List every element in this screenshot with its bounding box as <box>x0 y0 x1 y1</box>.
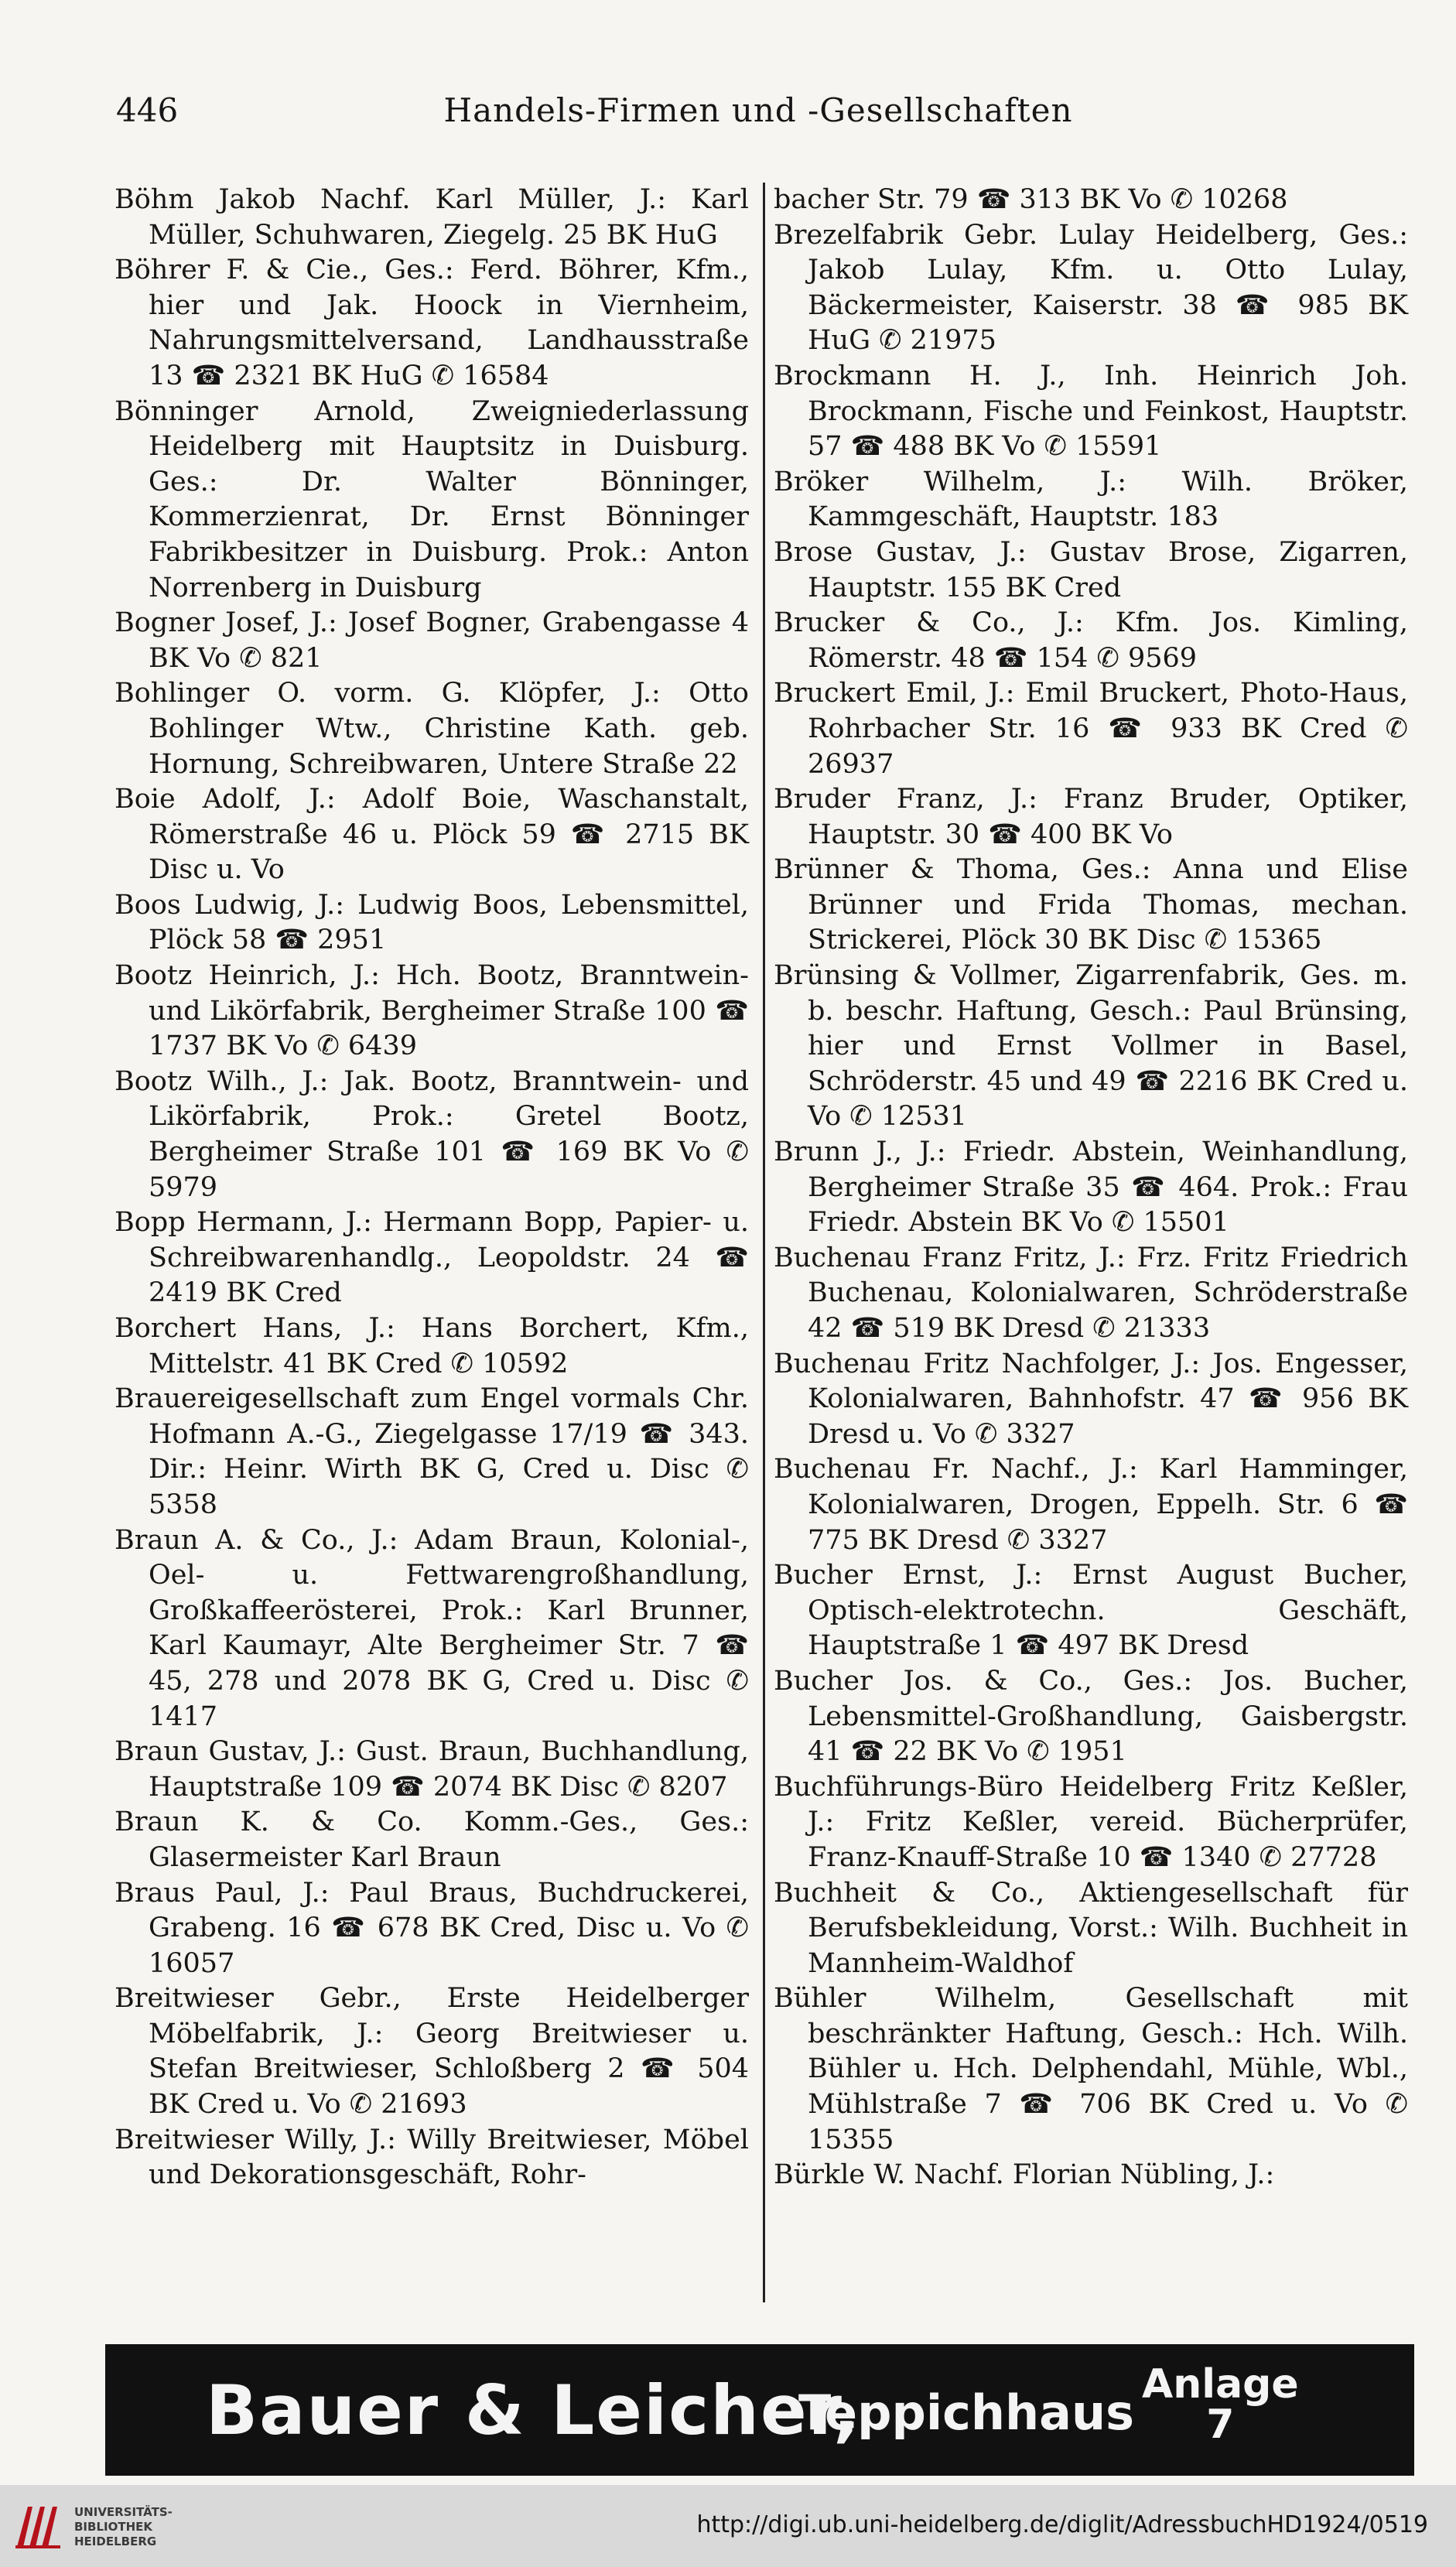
library-name <box>74 2505 173 2549</box>
directory-entry: Bogner Josef, J.: Josef Bogner, Grabengasse 4 BK Vo ✆ 821 <box>114 607 749 674</box>
directory-entry: Bohlinger O. vorm. G. Klöpfer, J.: Otto Bohlinger Wtw., Christine Kath. geb. Hornung, Schreibwaren, Untere Straße 22 <box>114 678 749 780</box>
directory-entry: Brauereigesellschaft zum Engel vormals Chr. Hofmann A.-G., Ziegelgasse 17/19 ☎ 343. Dir.: Heinr. Wirth BK G, Cred u. Disc ✆ 5358 <box>114 1383 749 1520</box>
directory-entry: Bruder Franz, J.: Franz Bruder, Optiker, Hauptstr. 30 ☎ 400 BK Vo <box>774 784 1408 850</box>
advertiser-name: Bauer & Leicher, <box>206 2370 861 2450</box>
advertiser-business: Teppichhaus <box>798 2384 1135 2441</box>
directory-entry: Bühler Wilhelm, Gesellschaft mit beschränkter Haftung, Gesch.: Hch. Wilh. Bühler u. Hch. Delphendahl, Mühle, Wbl., Mühlstraße 7 ☎ 706 BK Cred u. Vo ✆ 15355 <box>774 1983 1408 2155</box>
directory-entry: Böhrer F. & Cie., Ges.: Ferd. Böhrer, Kfm., hier und Jak. Hoock in Viernheim, Nahrungsmittelversand, Landhausstraße 13 ☎ 2321 BK HuG ✆ 16584 <box>114 255 749 391</box>
directory-entry: Brünsing & Vollmer, Zigarrenfabrik, Ges. m. b. beschr. Haftung, Gesch.: Paul Brünsing, hier und Ernst Vollmer in Basel, Schröderstr. 45 und 49 ☎ 2216 BK Cred u. Vo ✆ 12531 <box>774 960 1408 1133</box>
directory-entry: Braun Gustav, J.: Gust. Braun, Buchhandlung, Hauptstraße 109 ☎ 2074 BK Disc ✆ 8207 <box>114 1736 749 1803</box>
supplement-word: Anlage <box>1142 2361 1299 2408</box>
digitization-footer <box>0 2485 1456 2567</box>
supplement-reference <box>1142 2361 1299 2448</box>
directory-entry: Brose Gustav, J.: Gustav Brose, Zigarren, Hauptstr. 155 BK Cred <box>774 536 1408 603</box>
library-logo-icon <box>12 2500 63 2552</box>
page-title: Handels-Firmen und -Gesellschaften <box>443 91 1073 129</box>
directory-entry: Bootz Heinrich, J.: Hch. Bootz, Branntwein- und Likörfabrik, Bergheimer Straße 100 ☎ 1737 BK Vo ✆ 6439 <box>114 960 749 1062</box>
directory-entry: Brucker & Co., J.: Kfm. Jos. Kimling, Römerstr. 48 ☎ 154 ✆ 9569 <box>774 607 1408 674</box>
directory-entry: Braun A. & Co., J.: Adam Braun, Kolonial-, Oel- u. Fettwarengroßhandlung, Großkaffeerösterei, Prok.: Karl Brunner, Karl Kaumayr, Alte Bergheimer Str. 7 ☎ 45, 278 und 2078 BK G, Cred u. Disc ✆ 1417 <box>114 1524 749 1732</box>
directory-entry: Bröker Wilhelm, J.: Wilh. Bröker, Kammgeschäft, Hauptstr. 183 <box>774 466 1408 533</box>
directory-entry: Breitwieser Gebr., Erste Heidelberger Möbelfabrik, J.: Georg Breitwieser u. Stefan Breitwieser, Schloßberg 2 ☎ 504 BK Cred u. Vo ✆ 21693 <box>114 1983 749 2121</box>
page-header <box>116 91 1400 145</box>
directory-entry: Bucher Ernst, J.: Ernst August Bucher, Optisch-elektrotechn. Geschäft, Hauptstraße 1 ☎ 497 BK Dresd <box>774 1560 1408 1662</box>
supplement-number: 7 <box>1206 2401 1235 2448</box>
directory-entry: Bruckert Emil, J.: Emil Bruckert, Photo-Haus, Rohrbacher Str. 16 ☎ 933 BK Cred ✆ 26937 <box>774 678 1408 780</box>
page-number: 446 <box>116 91 179 129</box>
permalink-url[interactable]: http://digi.ub.uni-heidelberg.de/diglit/AdressbuchHD1924/0519 <box>696 2511 1428 2538</box>
directory-entry: Buchführungs-Büro Heidelberg Fritz Keßler, J.: Fritz Keßler, vereid. Bücherprüfer, Franz-Knauff-Straße 10 ☎ 1340 ✆ 27728 <box>774 1771 1408 1873</box>
directory-entry: Bootz Wilh., J.: Jak. Bootz, Branntwein- und Likörfabrik, Prok.: Gretel Bootz, Bergheimer Straße 101 ☎ 169 BK Vo ✆ 5979 <box>114 1065 749 1203</box>
directory-entry: Borchert Hans, J.: Hans Borchert, Kfm., Mittelstr. 41 BK Cred ✆ 10592 <box>114 1313 749 1379</box>
directory-entry: Braus Paul, J.: Paul Braus, Buchdruckerei, Grabeng. 16 ☎ 678 BK Cred, Disc u. Vo ✆ 16057 <box>114 1877 749 1979</box>
directory-entry: Boos Ludwig, J.: Ludwig Boos, Lebensmittel, Plöck 58 ☎ 2951 <box>114 889 749 956</box>
library-name-line: BIBLIOTHEK <box>74 2520 152 2534</box>
directory-entry: Buchenau Fritz Nachfolger, J.: Jos. Engesser, Kolonialwaren, Bahnhofstr. 47 ☎ 956 BK Dresd u. Vo ✆ 3327 <box>774 1348 1408 1450</box>
column-divider <box>763 183 765 2302</box>
directory-entry: Buchenau Fr. Nachf., J.: Karl Hamminger, Kolonialwaren, Drogen, Eppelh. Str. 6 ☎ 775 BK Dresd ✆ 3327 <box>774 1454 1408 1556</box>
directory-entry: Bürkle W. Nachf. Florian Nübling, J.: <box>774 2159 1275 2191</box>
directory-entry: Buchheit & Co., Aktiengesellschaft für Berufsbekleidung, Vorst.: Wilh. Buchheit in Mannheim-Waldhof <box>774 1877 1408 1979</box>
directory-entry: Böhm Jakob Nachf. Karl Müller, J.: Karl Müller, Schuhwaren, Ziegelg. 25 BK HuG <box>114 184 749 251</box>
directory-entry: Braun K. & Co. Komm.-Ges., Ges.: Glasermeister Karl Braun <box>114 1806 749 1873</box>
directory-entry: Brünner & Thoma, Ges.: Anna und Elise Brünner und Frida Thomas, mechan. Strickerei, Plöck 30 BK Disc ✆ 15365 <box>774 854 1408 956</box>
directory-entry: Bopp Hermann, J.: Hermann Bopp, Papier- u. Schreibwarenhandlg., Leopoldstr. 24 ☎ 2419 BK Cred <box>114 1207 749 1309</box>
library-name-line: HEIDELBERG <box>74 2535 157 2548</box>
directory-entry: Breitwieser Willy, J.: Willy Breitwieser, Möbel und Dekorationsgeschäft, Rohr- <box>114 2124 749 2191</box>
directory-entry: Buchenau Franz Fritz, J.: Frz. Fritz Friedrich Buchenau, Kolonialwaren, Schröderstraße 42 ☎ 519 BK Dresd ✆ 21333 <box>774 1242 1408 1344</box>
directory-entry: Boie Adolf, J.: Adolf Boie, Waschanstalt, Römerstraße 46 u. Plöck 59 ☎ 2715 BK Disc u. Vo <box>114 784 749 886</box>
right-column <box>774 183 1408 2193</box>
directory-entry: Brockmann H. J., Inh. Heinrich Joh. Brockmann, Fische und Feinkost, Hauptstr. 57 ☎ 488 BK Vo ✆ 15591 <box>774 360 1408 463</box>
directory-entry: Bucher Jos. & Co., Ges.: Jos. Bucher, Lebensmittel-Großhandlung, Gaisbergstr. 41 ☎ 22 BK Vo ✆ 1951 <box>774 1665 1408 1768</box>
directory-entry: bacher Str. 79 ☎ 313 BK Vo ✆ 10268 <box>774 184 1288 215</box>
library-name-line: UNIVERSITÄTS- <box>74 2505 173 2519</box>
left-column <box>114 183 749 2193</box>
directory-entry: Brunn J., J.: Friedr. Abstein, Weinhandlung, Bergheimer Straße 35 ☎ 464. Prok.: Frau Friedr. Abstein BK Vo ✆ 15501 <box>774 1137 1408 1239</box>
directory-entry: Brezelfabrik Gebr. Lulay Heidelberg, Ges.: Jakob Lulay, Kfm. u. Otto Lulay, Bäckermeister, Kaiserstr. 38 ☎ 985 BK HuG ✆ 21975 <box>774 219 1408 357</box>
advertisement-banner <box>105 2344 1414 2476</box>
directory-entry: Bönninger Arnold, Zweigniederlassung Heidelberg mit Hauptsitz in Duisburg. Ges.: Dr. Walter Bönninger, Kommerzienrat, Dr. Ernst Bönninger Fabrikbesitzer in Duisburg. Prok.: Anton Norrenberg in Duisburg <box>114 395 749 603</box>
